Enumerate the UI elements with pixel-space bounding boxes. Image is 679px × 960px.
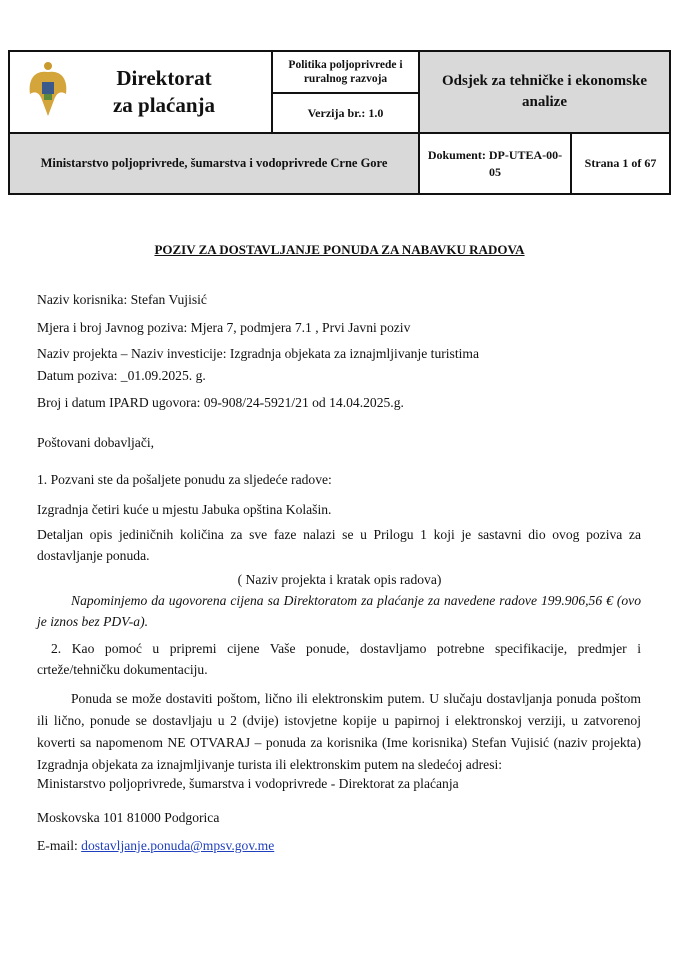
org-title: Direktorat za plaćanja <box>112 66 216 117</box>
field-beneficiary: Naziv korisnika: Stefan Vujisić <box>37 292 207 307</box>
policy-cell: Politika poljoprivrede i ruralnog razvoja <box>272 51 419 93</box>
field-date: Datum poziva: _01.09.2025. g. <box>37 368 206 383</box>
field-project: Naziv projekta – Naziv investicije: Izgradnja objekata za iznajmljivanje turistima <box>37 346 480 361</box>
email-link[interactable]: dostavljanje.ponuda@mpsv.gov.me <box>81 838 275 853</box>
paragraph-1: 1. Pozvani ste da pošaljete ponudu za sljedeće radove: <box>37 472 332 487</box>
document-header-table <box>8 50 671 195</box>
price-note: Napominjemo da ugovorena cijena sa Direktoratom za plaćanje za navedene radove 199.906,56 € (ovo je iznos bez PDV-a). <box>37 593 641 629</box>
ministry-cell: Ministarstvo poljoprivrede, šumarstva i vodoprivrede Crne Gore <box>9 133 419 194</box>
document-number: Dokument: DP-UTEA-00-05 <box>420 134 572 193</box>
department-cell: Odsjek za tehničke i ekonomske analize <box>419 51 670 133</box>
email-label: E-mail: <box>37 838 82 853</box>
version-cell: Verzija br.: 1.0 <box>272 93 419 133</box>
paragraph-1-works: Izgradnja četiri kuće u mjestu Jabuka opština Kolašin. <box>37 502 332 517</box>
page-number: Strana 1 of 67 <box>584 156 657 170</box>
doc-page-cell <box>419 133 670 194</box>
coat-of-arms-icon <box>26 60 70 120</box>
greeting: Poštovani dobavljači, <box>37 435 155 450</box>
project-caption: ( Naziv projekta i kratak opis radova) <box>237 572 442 587</box>
email-line <box>37 836 274 856</box>
org-cell <box>9 51 272 133</box>
field-measure: Mjera i broj Javnog poziva: Mjera 7, podmjera 7.1 , Prvi Javni poziv <box>37 320 411 335</box>
address-line-1: Ministarstvo poljoprivrede, šumarstva i vodoprivrede - Direktorat za plaćanja <box>37 776 459 791</box>
paragraph-1-details: Detaljan opis jediničnih količina za sve faze nalazi se u Prilogu 1 koji je sastavni dio ovog poziva za dostavljanje ponuda. <box>37 527 641 563</box>
field-contract: Broj i datum IPARD ugovora: 09-908/24-5921/21 od 14.04.2025.g. <box>37 395 404 410</box>
page-title: POZIV ZA DOSTAVLJANJE PONUDA ZA NABAVKU RADOVA <box>154 242 525 257</box>
paragraph-3: Ponuda se može dostaviti poštom, lično ili elektronskim putem. U slučaju dostavljanja ponuda poštom ili lično, ponude se dostavljaju u 2 (dvije) istovjetne kopije u papirnoj i elektronskoj verziji, u zatvorenoj koverti sa napomenom NE OTVARAJ – ponuda za korisnika (Ime korisnika) Stefan Vujisić (naziv projekta) Izgradnja objekata za iznajmljivanje turista ili elektronskim putem na sledećoj adresi: <box>37 691 641 772</box>
paragraph-2: 2. Kao pomoć u pripremi cijene Vaše ponude, dostavljamo potrebne specifikacije, predmjer i crteže/tehničku dokumentaciju. <box>37 641 641 677</box>
address-line-2: Moskovska 101 81000 Podgorica <box>37 810 220 825</box>
